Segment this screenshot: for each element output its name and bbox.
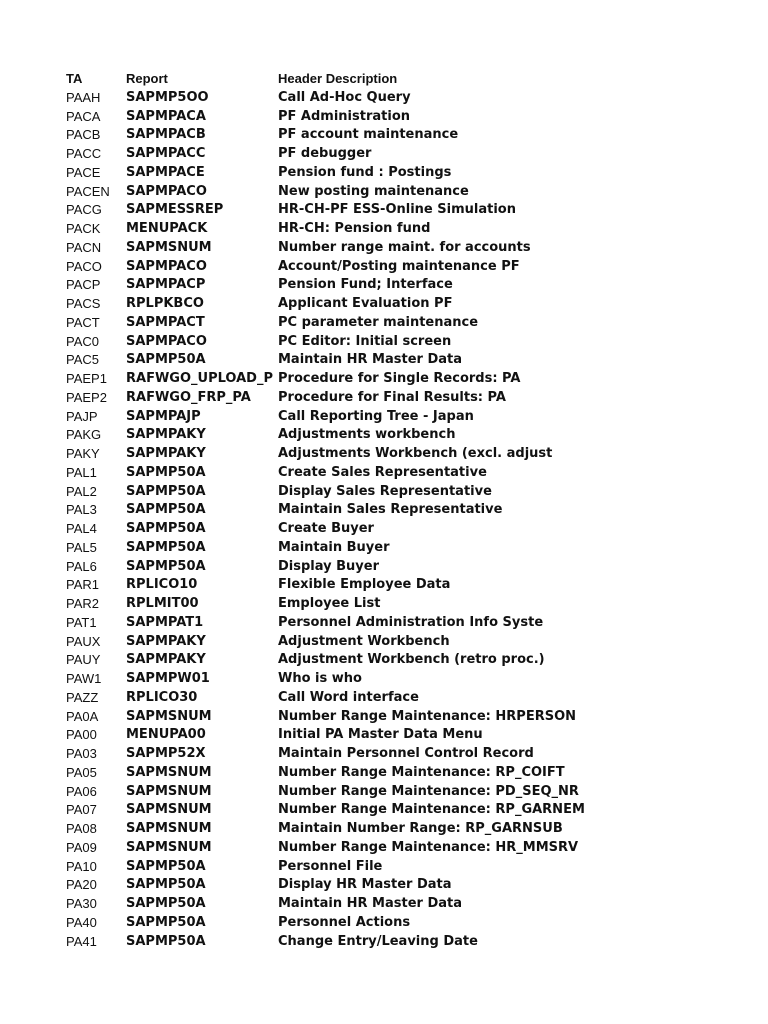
report-cell: RPLMIT00: [126, 596, 199, 611]
ta-cell: PA00: [66, 727, 97, 743]
table-row: [66, 201, 585, 220]
report-cell: SAPMP50A: [126, 539, 206, 555]
ta-cell: PACK: [66, 221, 101, 236]
report-cell: SAPMP50A: [126, 877, 206, 893]
description-cell: Pension Fund; Interface: [278, 277, 453, 293]
report-cell: SAPMP50A: [126, 558, 206, 574]
table-row: [66, 145, 585, 164]
description-cell: Employee List: [278, 596, 381, 611]
report-cell: SAPMSNUM: [126, 821, 212, 836]
ta-cell: PA08: [66, 821, 97, 836]
ta-cell: PAC5: [66, 352, 99, 368]
ta-cell: PACC: [66, 146, 102, 161]
report-cell: SAPMSNUM: [126, 239, 212, 255]
ta-cell: PA03: [66, 746, 97, 761]
table-row: [66, 614, 585, 633]
table-row: [66, 408, 585, 427]
description-cell: Number range maint. for accounts: [278, 239, 531, 255]
header-row: [66, 70, 585, 89]
table-row: [66, 464, 585, 483]
table-row: [66, 445, 585, 464]
table-row: [66, 520, 585, 539]
table-row: [66, 820, 585, 839]
description-cell: HR-CH: Pension fund: [278, 221, 431, 236]
description-cell: Maintain Sales Representative: [278, 502, 503, 518]
description-cell: PF Administration: [278, 108, 411, 124]
description-cell: Applicant Evaluation PF: [278, 296, 453, 311]
ta-cell: PA40: [66, 914, 97, 930]
report-cell: SAPMP52X: [126, 746, 206, 761]
report-cell: SAPMPAKY: [126, 427, 206, 443]
description-cell: HR-CH-PF ESS-Online Simulation: [278, 202, 516, 218]
ta-cell: PAZZ: [66, 689, 99, 705]
table-row: [66, 126, 585, 145]
ta-cell: PA0A: [66, 708, 99, 724]
description-cell: Create Sales Representative: [278, 464, 487, 480]
description-cell: Number Range Maintenance: RP_GARNEM: [278, 802, 585, 818]
table-row: [66, 276, 585, 295]
transaction-table: [66, 70, 585, 951]
ta-cell: PA30: [66, 896, 97, 911]
table-row: [66, 108, 585, 127]
ta-cell: PA10: [66, 858, 97, 874]
table-row: [66, 914, 585, 933]
table-row: [66, 426, 585, 445]
description-cell: Procedure for Single Records: PA: [278, 371, 521, 386]
ta-cell: PAL5: [66, 539, 97, 555]
ta-cell: PAL2: [66, 483, 97, 499]
table-row: [66, 501, 585, 520]
table-row: [66, 483, 585, 502]
ta-cell: PAL4: [66, 521, 97, 536]
report-cell: SAPMP50A: [126, 521, 206, 536]
report-cell: SAPMP50A: [126, 464, 206, 480]
report-cell: SAPMSNUM: [126, 802, 212, 818]
description-cell: Maintain HR Master Data: [278, 352, 463, 368]
report-cell: SAPMPACE: [126, 164, 205, 180]
ta-cell: PAL3: [66, 502, 97, 518]
table-row: [66, 933, 585, 952]
report-cell: SAPMPAKY: [126, 633, 206, 649]
description-cell: Number Range Maintenance: HR_MMSRV: [278, 839, 579, 855]
table-row: [66, 314, 585, 333]
description-cell: Adjustments Workbench (excl. adjust: [278, 446, 553, 461]
ta-cell: PAL1: [66, 464, 97, 480]
description-cell: Display Sales Representative: [278, 483, 492, 499]
report-cell: SAPMPAT1: [126, 614, 204, 630]
ta-column-header: TA: [66, 71, 83, 86]
description-cell: Change Entry/Leaving Date: [278, 933, 478, 949]
ta-cell: PA41: [66, 933, 97, 949]
report-cell: SAPMPAKY: [126, 652, 206, 668]
description-cell: PF account maintenance: [278, 127, 459, 143]
ta-cell: PAKG: [66, 427, 102, 443]
description-cell: Maintain Buyer: [278, 539, 390, 555]
report-cell: SAPMP50A: [126, 352, 206, 368]
description-cell: PF debugger: [278, 146, 372, 161]
table-row: [66, 89, 585, 108]
description-cell: Who is who: [278, 671, 362, 686]
description-cell: Initial PA Master Data Menu: [278, 727, 483, 743]
ta-cell: PAEP1: [66, 371, 107, 386]
description-cell: Adjustment Workbench: [278, 633, 450, 649]
description-cell: Maintain Number Range: RP_GARNSUB: [278, 821, 563, 836]
report-cell: SAPMPACO: [126, 333, 207, 349]
table-row: [66, 670, 585, 689]
description-cell: Create Buyer: [278, 521, 374, 536]
description-cell: Personnel File: [278, 858, 383, 874]
ta-cell: PAT1: [66, 614, 97, 630]
description-cell: Display HR Master Data: [278, 877, 452, 893]
table-row: [66, 333, 585, 352]
ta-cell: PACE: [66, 164, 101, 180]
report-cell: SAPMP50A: [126, 933, 206, 949]
report-cell: SAPMPACA: [126, 108, 206, 124]
report-cell: SAPMP5OO: [126, 89, 209, 105]
table-row: [66, 576, 585, 595]
description-cell: Number Range Maintenance: PD_SEQ_NR: [278, 783, 579, 799]
ta-cell: PACP: [66, 277, 101, 293]
ta-cell: PAKY: [66, 446, 100, 461]
description-cell: Pension fund : Postings: [278, 164, 452, 180]
report-cell: SAPMPACO: [126, 258, 207, 274]
ta-cell: PAR1: [66, 577, 99, 593]
table-row: [66, 858, 585, 877]
ta-cell: PAJP: [66, 408, 98, 424]
ta-cell: PACO: [66, 258, 102, 274]
report-cell: SAPMSNUM: [126, 783, 212, 799]
table-row: [66, 539, 585, 558]
table-body: [66, 89, 585, 952]
table-row: [66, 783, 585, 802]
table-row: [66, 164, 585, 183]
description-cell: Maintain Personnel Control Record: [278, 746, 534, 761]
ta-cell: PA06: [66, 783, 97, 799]
ta-cell: PAW1: [66, 671, 102, 686]
ta-cell: PACA: [66, 108, 101, 124]
description-cell: Personnel Administration Info Syste: [278, 614, 544, 630]
table-row: [66, 801, 585, 820]
report-column-header: Report: [126, 71, 168, 86]
description-cell: Call Reporting Tree - Japan: [278, 408, 474, 424]
description-column-header: Header Description: [278, 71, 398, 86]
report-cell: RAFWGO_FRP_PA: [126, 389, 251, 405]
ta-cell: PACT: [66, 314, 100, 330]
table-row: [66, 633, 585, 652]
table-row: [66, 764, 585, 783]
report-cell: RAFWGO_UPLOAD_P: [126, 371, 273, 386]
table-row: [66, 651, 585, 670]
report-cell: SAPMPACT: [126, 314, 205, 330]
ta-cell: PAC0: [66, 333, 99, 349]
ta-cell: PAUX: [66, 633, 101, 649]
description-cell: Adjustment Workbench (retro proc.): [278, 652, 545, 668]
table-row: [66, 839, 585, 858]
table-row: [66, 876, 585, 895]
ta-cell: PA09: [66, 839, 97, 855]
report-cell: SAPMPACO: [126, 183, 207, 199]
report-cell: MENUPACK: [126, 221, 208, 236]
ta-cell: PACS: [66, 296, 101, 311]
report-cell: SAPMPACC: [126, 146, 206, 161]
ta-cell: PACB: [66, 127, 101, 143]
report-cell: SAPMSNUM: [126, 708, 212, 724]
report-cell: SAPMP50A: [126, 896, 206, 911]
description-cell: Personnel Actions: [278, 914, 411, 930]
table-row: [66, 708, 585, 727]
description-cell: PC Editor: Initial screen: [278, 333, 452, 349]
report-cell: SAPMP50A: [126, 502, 206, 518]
table-row: [66, 351, 585, 370]
table-row: [66, 595, 585, 614]
description-cell: Maintain HR Master Data: [278, 896, 463, 911]
table-row: [66, 258, 585, 277]
description-cell: New posting maintenance: [278, 183, 469, 199]
table-row: [66, 745, 585, 764]
report-cell: SAPMPAKY: [126, 446, 206, 461]
description-cell: Adjustments workbench: [278, 427, 456, 443]
report-cell: SAPMPACP: [126, 277, 206, 293]
description-cell: Call Ad-Hoc Query: [278, 89, 411, 105]
description-cell: Number Range Maintenance: HRPERSON: [278, 708, 577, 724]
report-cell: SAPMPW01: [126, 671, 210, 686]
ta-cell: PAUY: [66, 652, 101, 668]
ta-cell: PACEN: [66, 183, 110, 199]
report-cell: SAPMESSREP: [126, 202, 224, 218]
report-cell: RPLICO10: [126, 577, 198, 593]
ta-cell: PACN: [66, 239, 102, 255]
table-row: [66, 370, 585, 389]
report-cell: SAPMP50A: [126, 858, 206, 874]
description-cell: PC parameter maintenance: [278, 314, 479, 330]
table-row: [66, 295, 585, 314]
ta-cell: PA05: [66, 764, 97, 780]
description-cell: Flexible Employee Data: [278, 577, 451, 593]
description-cell: Number Range Maintenance: RP_COIFT: [278, 764, 565, 780]
ta-cell: PAAH: [66, 89, 101, 105]
description-cell: Procedure for Final Results: PA: [278, 389, 506, 405]
report-cell: RPLICO30: [126, 689, 198, 705]
report-cell: SAPMPACB: [126, 127, 206, 143]
description-cell: Account/Posting maintenance PF: [278, 258, 520, 274]
table-row: [66, 689, 585, 708]
ta-cell: PAR2: [66, 596, 99, 611]
report-cell: SAPMP50A: [126, 914, 206, 930]
table-row: [66, 895, 585, 914]
report-cell: MENUPA00: [126, 727, 206, 743]
report-cell: SAPMSNUM: [126, 764, 212, 780]
description-cell: Call Word interface: [278, 689, 419, 705]
ta-cell: PA07: [66, 802, 97, 818]
ta-cell: PA20: [66, 877, 97, 893]
ta-cell: PAL6: [66, 558, 97, 574]
ta-cell: PAEP2: [66, 389, 107, 405]
report-cell: SAPMSNUM: [126, 839, 212, 855]
report-cell: RPLPKBCO: [126, 296, 204, 311]
report-cell: SAPMP50A: [126, 483, 206, 499]
table-row: [66, 220, 585, 239]
table-row: [66, 726, 585, 745]
table-row: [66, 183, 585, 202]
report-cell: SAPMPAJP: [126, 408, 201, 424]
table-row: [66, 239, 585, 258]
ta-cell: PACG: [66, 202, 102, 218]
description-cell: Display Buyer: [278, 558, 379, 574]
table-row: [66, 558, 585, 577]
table-row: [66, 389, 585, 408]
